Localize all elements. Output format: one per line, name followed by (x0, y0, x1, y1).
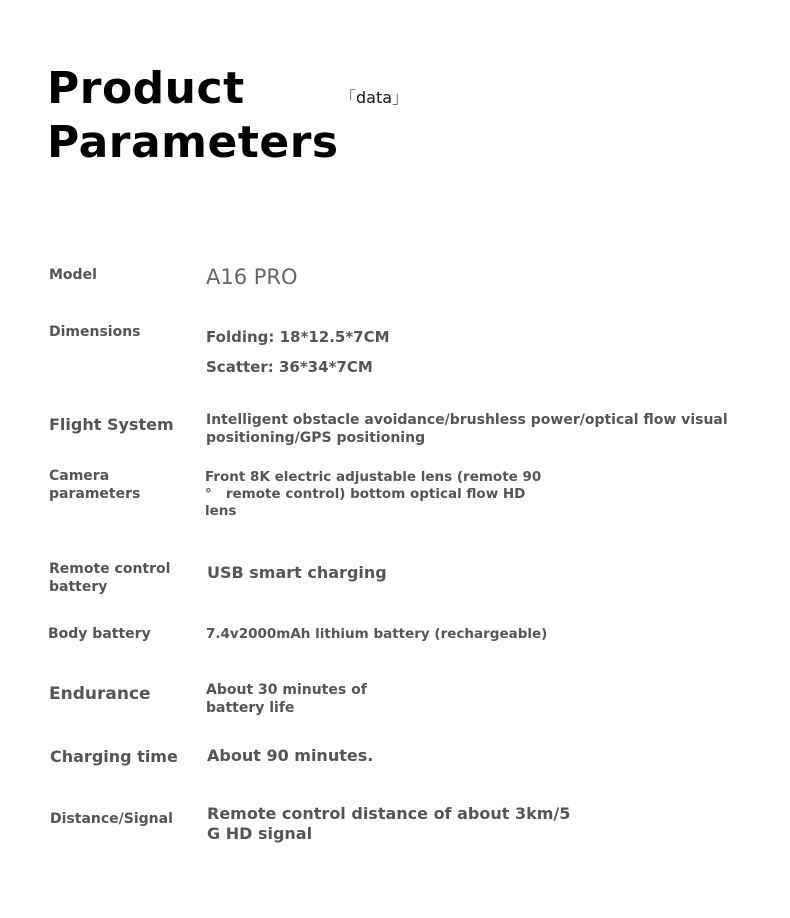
param-value-endurance (206, 681, 367, 717)
param-value-text: Scatter: 36*34*7CM (206, 358, 373, 376)
param-value-text: ° remote control) bottom optical flow HD (205, 486, 526, 502)
param-value-charging-time (207, 746, 373, 766)
param-label-text: Camera (49, 468, 110, 484)
param-label-text: Dimensions (49, 324, 141, 340)
param-label-remote-battery (49, 560, 199, 596)
param-value-flight-system (206, 411, 728, 447)
param-value-model (206, 265, 298, 289)
param-label-flight-system (49, 416, 199, 434)
param-label-text: Endurance (49, 684, 151, 704)
param-label-distance-signal (50, 810, 200, 828)
page-title (47, 62, 339, 170)
param-value-distance-signal (207, 804, 570, 844)
param-value-remote-battery (207, 564, 387, 582)
param-label-text: Remote control (49, 561, 171, 577)
param-label-text: Flight System (49, 415, 174, 434)
param-label-text: battery (49, 579, 108, 595)
param-value-text: USB smart charging (207, 563, 387, 582)
param-value-text: battery life (206, 700, 295, 716)
param-label-text: Body battery (48, 626, 151, 642)
param-label-model (49, 266, 199, 284)
param-value-text: About 30 minutes of (206, 682, 367, 698)
param-value-text: Remote control distance of about 3km/5 (207, 804, 571, 823)
param-label-charging-time (50, 747, 200, 767)
param-label-endurance (49, 684, 199, 704)
param-value-text: About 90 minutes. (207, 746, 374, 765)
param-label-text: Distance/Signal (50, 811, 173, 827)
param-value-text: Intelligent obstacle avoidance/brushless power/optical flow visual (206, 412, 728, 428)
param-value-camera (205, 469, 541, 520)
param-label-text: Charging time (50, 747, 178, 766)
param-label-body-battery (48, 625, 198, 643)
param-value-dimensions (206, 322, 390, 382)
param-value-text: lens (205, 503, 237, 519)
param-value-body-battery (206, 625, 547, 643)
param-value-text: G HD signal (207, 824, 313, 843)
param-label-text: Model (49, 267, 97, 283)
param-label-text: parameters (49, 486, 141, 502)
param-label-camera (49, 467, 199, 503)
page-title-line-1: Product (47, 63, 245, 114)
param-value-text: Folding: 18*12.5*7CM (206, 328, 390, 346)
param-value-text: A16 PRO (206, 265, 298, 289)
page-title-line-2: Parameters (47, 117, 339, 168)
param-value-text: Front 8K electric adjustable lens (remote 90 (205, 469, 542, 485)
param-value-text: 7.4v2000mAh lithium battery (rechargeable) (206, 626, 548, 642)
data-tag: 「data」 (340, 88, 409, 107)
param-value-text: positioning/GPS positioning (206, 430, 426, 446)
param-label-dimensions (49, 323, 199, 341)
